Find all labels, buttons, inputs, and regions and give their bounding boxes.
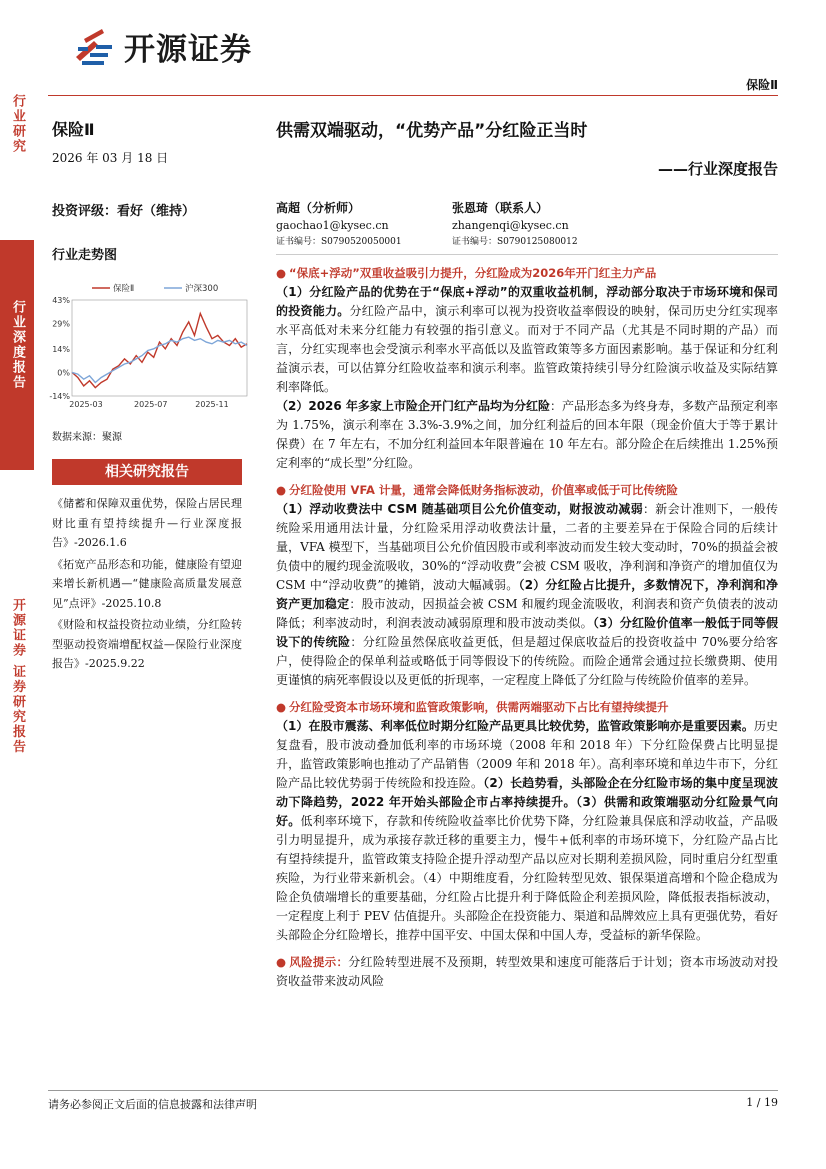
y-tick-label: 14% [52, 344, 70, 354]
y-tick-label: -14% [49, 392, 70, 401]
page-number: 1 / 19 [746, 1096, 778, 1109]
side-strip-mid [0, 240, 34, 470]
header-rule [48, 95, 778, 96]
sector-heading [52, 117, 242, 140]
investment-rating: 投资评级：看好（维持） [52, 204, 196, 219]
related-list [52, 494, 242, 676]
sector-name: 保险Ⅱ [52, 120, 95, 139]
y-tick-label: 29% [52, 319, 70, 329]
section-paragraph: （2）2026 年多家上市险企开门红产品均为分红险：产品形态多为终身寿，多数产品预定利率为 1.75%，演示利率在 3.3%-3.9%之间，加分红利益后的回本年限（现金价值大于等于累计保费）在 7 年左右，不加分红利益回本年限普遍在 10 年左右。部分险企在后续推出 1.25%预定利率的“成长型”分红险。 [276, 399, 778, 470]
side-strip-top [0, 90, 34, 240]
x-tick-label: 2025-07 [134, 400, 168, 409]
trend-chart-svg [49, 278, 252, 418]
y-tick-label: 0% [57, 368, 70, 378]
section-1 [276, 264, 778, 473]
footer-disclaimer[interactable]: 请务必参阅正文后面的信息披露和法律声明 [48, 1098, 257, 1111]
x-tick-label: 2025-11 [195, 400, 229, 409]
related-item[interactable]: 《拓宽产品形态和功能，健康险有望迎来增长新机遇—“健康险高质量发展意见”点评》-2025.10.8 [52, 557, 242, 610]
related-title: 相关研究报告 [52, 459, 242, 485]
report-title: 供需双端驱动，“优势产品”分红险正当时 [276, 121, 588, 141]
author-cert: 证书编号：S0790125080012 [452, 237, 578, 247]
brand-logo-icon [72, 27, 116, 67]
section-paragraph: （1）分红险产品的优势在于“保底+浮动”的双重收益机制，浮动部分取决于市场环境和保司的投资能力。分红险产品中，演示利率可以视为投资收益率假设的映射，保司历史分红实现率水平高低对未来分红能力有较强的指引意义。而对于不同产品（尤其是不同时期的产品）而言，分红实现率也会受演示利率水平高低以及监管政策等多方面因素影响。基于保证和分红利益演示表，可以估算分红险收益率和演示利率。监管政策持续引导分红险演示收益及实际结算利率降低。 [276, 285, 778, 394]
author-email[interactable]: zhangenqi@kysec.cn [452, 219, 569, 232]
side-label-top: 行业研究 [10, 94, 25, 154]
risk-section: ● 风险提示：分红险转型进展不及预期，转型效果和速度可能落后于计划；资本市场波动对投资收益带来波动风险 [276, 955, 778, 988]
side-label-bottom: 开源证券 证券研究报告 [10, 598, 25, 755]
series-line-insurance [72, 314, 247, 388]
y-tick-label: 43% [52, 296, 70, 305]
author-1 [276, 200, 446, 251]
side-strip-bottom [0, 470, 34, 1090]
section-heading: ● “保底+浮动”双重收益吸引力提升，分红险成为2026年开门红主力产品 [276, 266, 657, 280]
sector-tag: 保险Ⅱ [746, 78, 778, 92]
trend-chart [49, 278, 252, 418]
report-date: 2026 年 03 月 18 日 [52, 151, 169, 165]
brand-logo [72, 24, 252, 69]
risk-text: 分红险转型进展不及预期，转型效果和速度可能落后于计划；资本市场波动对投资收益带来波动风险 [276, 955, 778, 988]
section-paragraph: （1）浮动收费法中 CSM 随基础项目公允价值变动，财报波动减弱：新会计准则下，一般传统险采用通用法计量，分红险采用浮动收费法计量，二者的主要差异在于保险合同的后续计量，VFA 模型下，当基础项目公允价值因股市或利率波动而发生较大变动时，70%的损益会被负债中的履约现金流吸收，30%的“浮动收费”会被 CSM 吸收，净利润和净资产的增加值仅为 CSM 中“浮动收费”的摊销，波动大幅减弱。（2）分红险占比提升，多数情况下，净利润和净资产更加稳定：股市波动，因损益会被 CSM 和履约现金流吸收，利润表和资产负债表的波动降低；利率波动时，利润表波动减弱原理和股市波动类似。（3）分红险价值率一般低于同等假设下的传统险：分红险虽然保底收益更低，但是超过保底收益后的投资收益中 70%要分给客户，使得险企的保单利益或略低于同等假设下的传统险。而险企通常会通过拉长缴费期、使用更谨慎的病死率假设以及更低的折现率，一定程度上降低了分红险与传统险价值率的差异。 [276, 502, 778, 687]
section-heading: ● 分红险使用 VFA 计量，通常会降低财务指标波动，价值率或低于可比传统险 [276, 483, 678, 497]
section-paragraph: （1）在股市震荡、利率低位时期分红险产品更具比较优势，监管政策影响亦是重要因素。历史复盘看，股市波动叠加低利率的市场环境（2008 年和 2018 年）下分红险保费占比明显提升，监管政策影响也推动了产品销售（2009 年和 2018 年）。高利率环境和单边牛市下，分红险产品比较优势弱于传统险和投连险。（2）长趋势看，头部险企在分红险市场的集中度呈现波动下降趋势，2022 年开始头部险企市占率持续提升。（3）供需和政策端驱动分红险景气向好。低利率环境下，存款和传统险收益率比价优势下降，分红险兼具保底和浮动收益，产品吸引力明显提升，成为承接存款迁移的重要主力，慢牛+低利率的市场环境下，分红险产品占比有望持续提升，监管政策支持险企提升浮动型产品以应对长期利差损风险，同时重启分红型重疾险，为行业带来新机会。（4）中期维度看，分红险转型见效、银保渠道高增和个险企稳成为险企负债端增长的重要基础，分红险占比提升利于降低险企利差损风险，降低报表指标波动，一定程度上利于 PEV 估值提升。头部险企在投资能力、渠道和品牌效应上具有更强优势，看好头部险企分红险增长，推荐中国平安、中国太保和中国人寿，受益标的新华保险。 [276, 719, 779, 942]
report-body [276, 264, 778, 991]
related-item[interactable]: 《财险和权益投资拉动业绩，分红险转型驱动投资端增配权益—保险行业深度报告》-2025.9.22 [52, 618, 242, 670]
x-tick-label: 2025-03 [69, 400, 103, 409]
plot-frame [72, 300, 247, 396]
section-heading: ● 分红险受资本市场环境和监管政策影响，供需两端驱动下占比有望持续提升 [276, 700, 669, 714]
author-email[interactable]: gaochao1@kysec.cn [276, 219, 389, 232]
footer-rule [48, 1090, 778, 1091]
section-2 [276, 481, 778, 690]
report-subtitle: ——行业深度报告 [657, 160, 778, 178]
trend-title: 行业走势图 [52, 248, 118, 263]
author-cert: 证书编号：S0790520050001 [276, 237, 402, 247]
related-item[interactable]: 《储蓄和保障双重优势，保险占居民理财比重有望持续提升—行业深度报告》-2026.1.6 [52, 497, 242, 549]
author-rule [276, 254, 778, 255]
footer [48, 1096, 778, 1112]
author-name: 张恩琦（联系人） [452, 201, 549, 215]
side-label-mid: 行业深度报告 [10, 300, 25, 390]
author-2 [452, 200, 622, 251]
risk-label: 风险提示： [289, 955, 349, 969]
chart-source: 数据来源：聚源 [52, 432, 122, 443]
legend-label: 保险Ⅱ [113, 284, 135, 294]
brand-name: 开源证券 [124, 32, 252, 68]
section-3 [276, 698, 778, 945]
author-name: 高超（分析师） [276, 201, 361, 215]
legend-label: 沪深300 [185, 284, 219, 294]
